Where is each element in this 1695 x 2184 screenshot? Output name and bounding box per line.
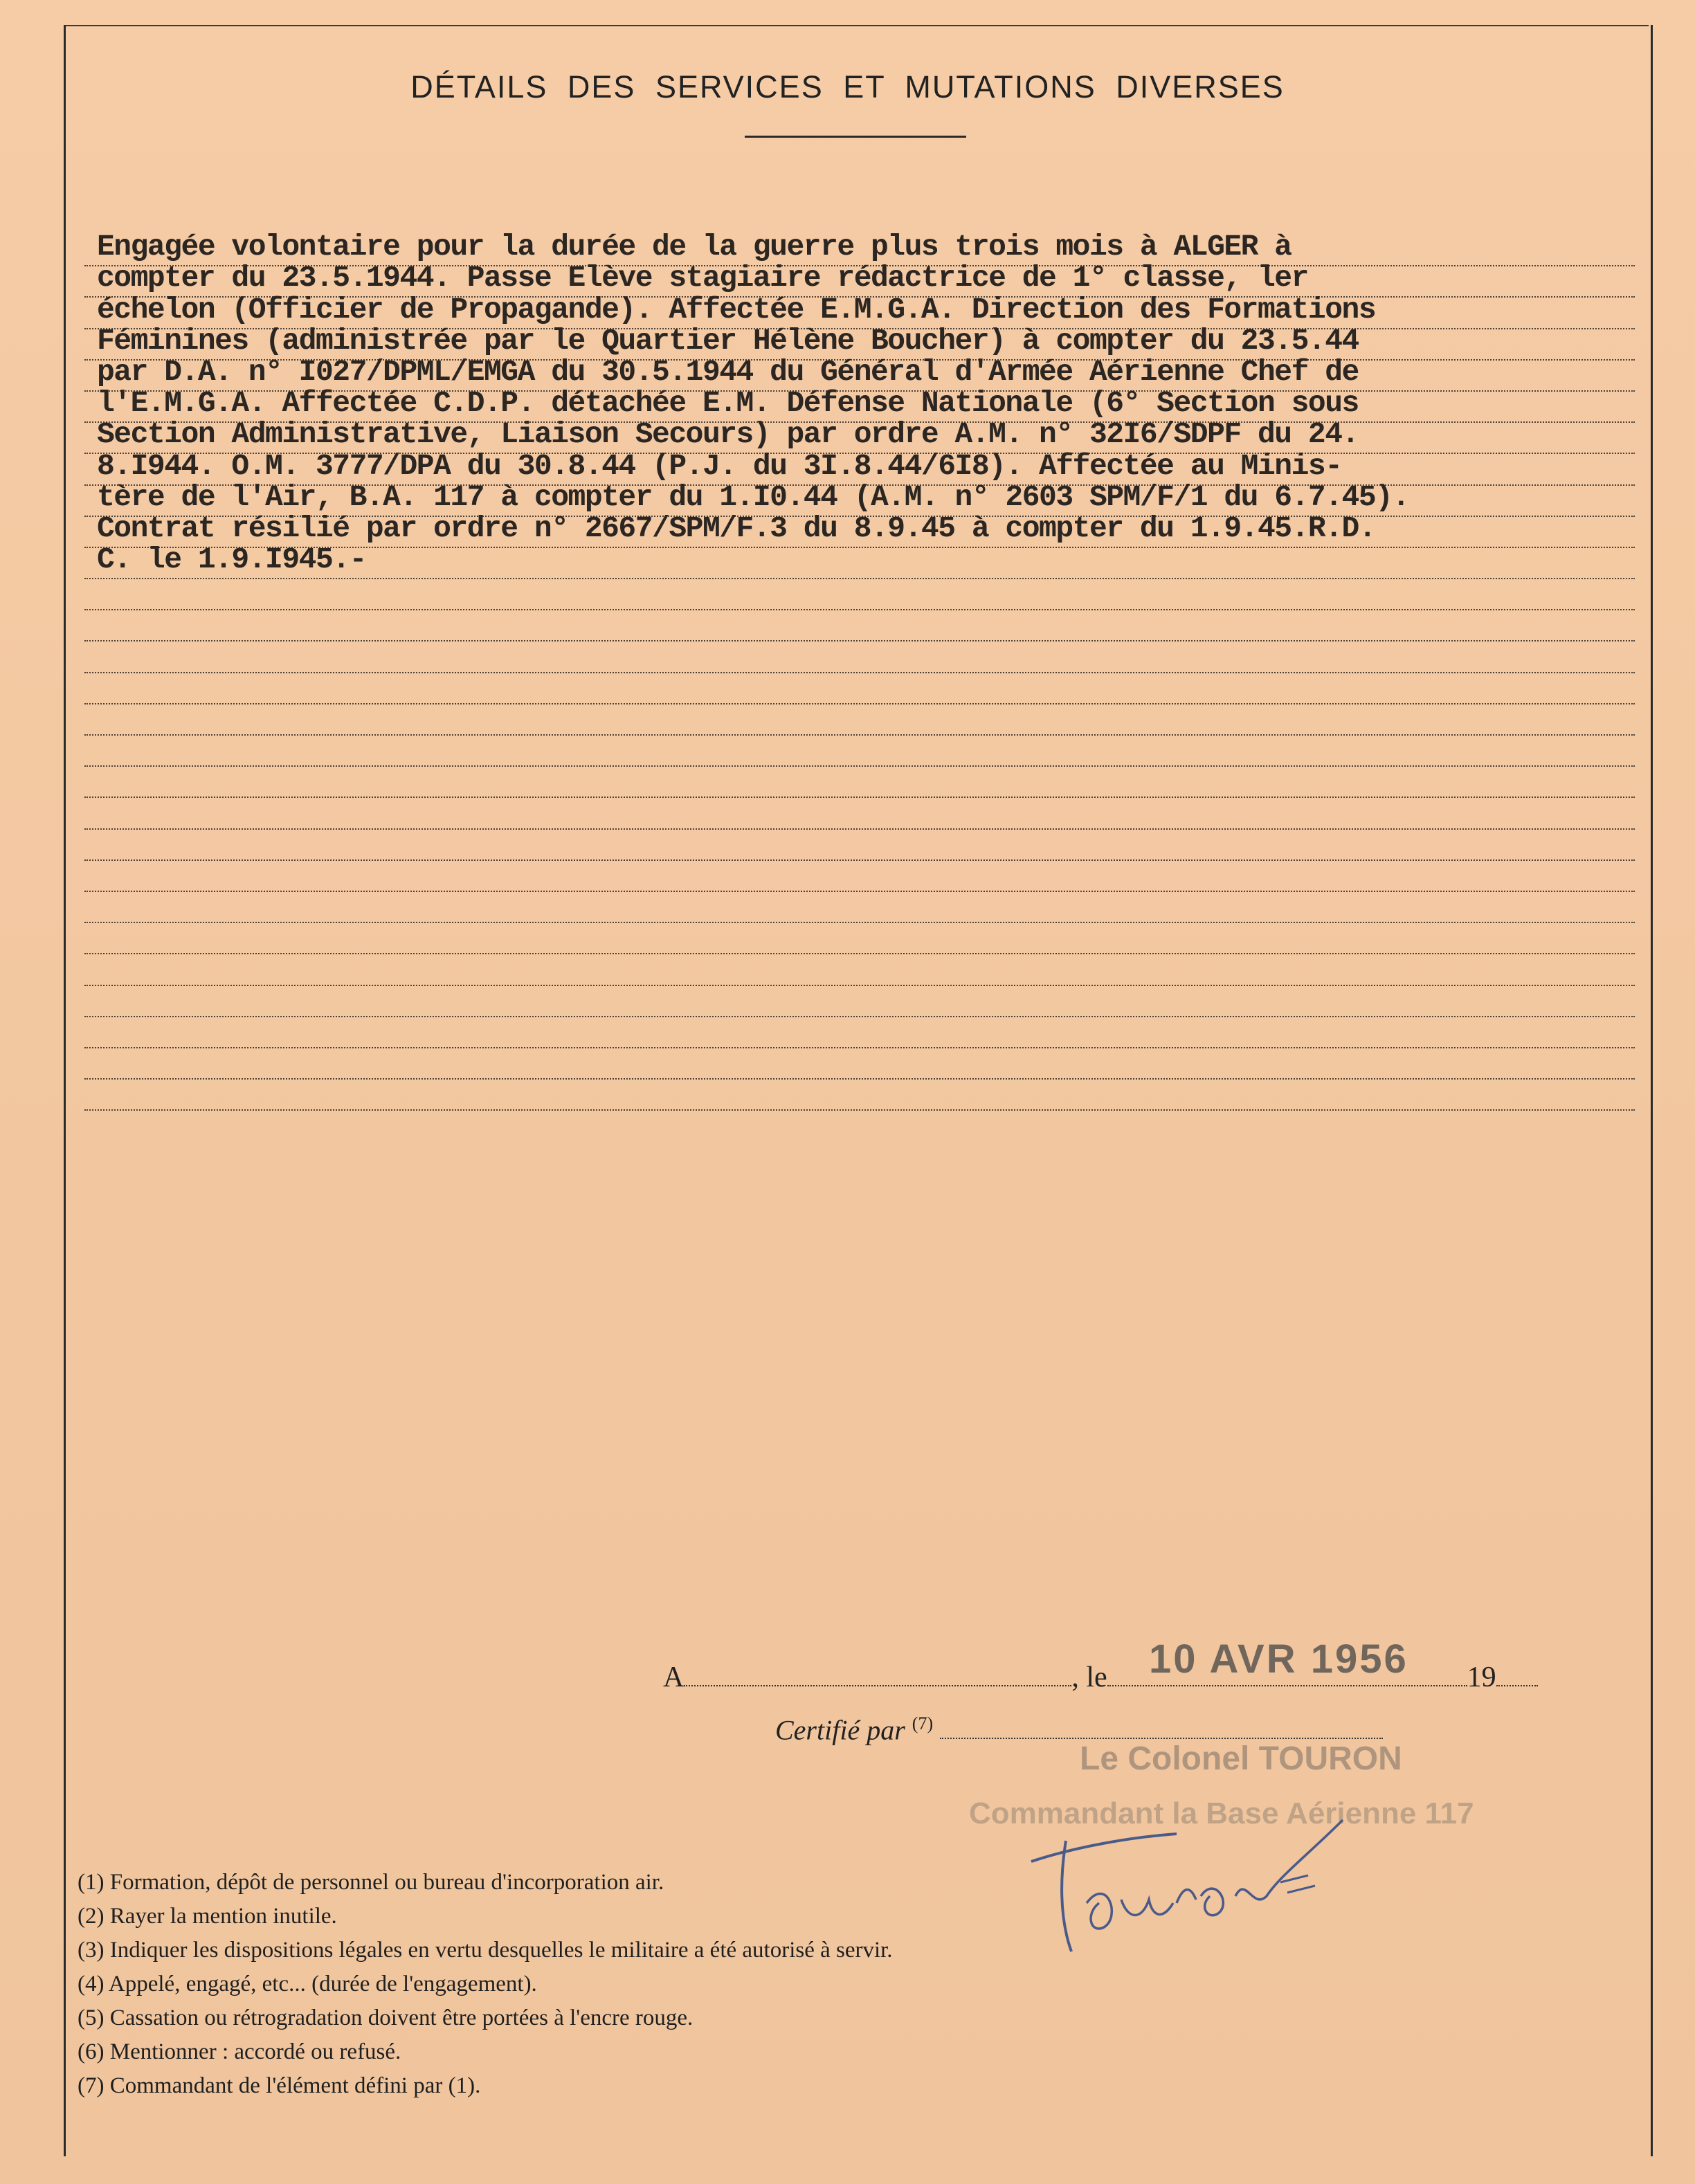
year-label: 19	[1467, 1662, 1496, 1693]
blank-line	[84, 954, 1635, 985]
blank-line	[84, 1048, 1635, 1080]
certified-label: Certifié par	[775, 1714, 905, 1746]
blank-line	[84, 1017, 1635, 1048]
entry-text: Féminines (administrée par le Quartier Hélène Boucher) à compter du 23.5.44	[97, 323, 1359, 358]
title-underline	[745, 136, 966, 138]
entry-text: C. le 1.9.I945.-	[97, 543, 366, 577]
footnote: (7) Commandant de l'élément défini par (1).	[78, 2073, 481, 2098]
blank-line	[84, 892, 1635, 923]
entry-text: compter du 23.5.1944. Passe Elève stagiaire rédactrice de 1° classe, ler	[97, 261, 1308, 295]
blank-line	[84, 830, 1635, 861]
blank-line	[84, 704, 1635, 736]
footnotes	[78, 1866, 893, 2103]
blank-line	[84, 610, 1635, 641]
footnote: (6) Mentionner : accordé ou refusé.	[78, 2039, 401, 2064]
footnote: (1) Formation, dépôt de personnel ou bureau d'incorporation air.	[78, 1870, 664, 1895]
entry-text: Section Administrative, Liaison Secours) par ordre A.M. n° 32I6/SDPF du 24.	[97, 417, 1359, 452]
command-stamp: Commandant la Base Aérienne 117	[969, 1796, 1474, 1830]
blank-line	[84, 673, 1635, 704]
place-label: A	[663, 1662, 685, 1693]
entry-text: 8.I944. O.M. 3777/DPA du 30.8.44 (P.J. du 3I.8.44/6I8). Affectée au Minis-	[97, 448, 1342, 483]
year-field	[1496, 1664, 1538, 1686]
entry-text: Engagée volontaire pour la durée de la guerre plus trois mois à ALGER à	[97, 230, 1291, 264]
blank-line	[84, 767, 1635, 798]
certified-field	[940, 1717, 1383, 1739]
footnote: (2) Rayer la mention inutile.	[78, 1904, 337, 1929]
blank-line	[84, 986, 1635, 1017]
blank-line	[84, 923, 1635, 954]
footnote: (3) Indiquer les dispositions légales en vertu desquelles le militaire a été autorisé à servir.	[78, 1938, 893, 1963]
entry-text: l'E.M.G.A. Affectée C.D.P. détachée E.M. Défense Nationale (6° Section sous	[97, 386, 1359, 421]
blank-line	[84, 861, 1635, 892]
ruled-entry-area	[84, 230, 1635, 1111]
blank-line	[84, 641, 1635, 673]
blank-line	[84, 579, 1635, 610]
page-title: DÉTAILS DES SERVICES ET MUTATIONS DIVERSES	[410, 69, 1285, 104]
blank-line	[84, 1080, 1635, 1111]
entry-line	[84, 543, 1635, 579]
entry-text: tère de l'Air, B.A. 117 à compter du 1.I0.44 (A.M. n° 2603 SPM/F/1 du 6.7.45).	[97, 480, 1409, 514]
place-field	[684, 1664, 1071, 1686]
footnote: (4) Appelé, engagé, etc... (durée de l'engagement).	[78, 1972, 537, 1996]
entry-text: par D.A. n° I027/DPML/EMGA du 30.5.1944 du Général d'Armée Aérienne Chef de	[97, 354, 1359, 389]
certified-ref: (7)	[912, 1713, 934, 1733]
signature	[1017, 1772, 1377, 1965]
colonel-stamp: Le Colonel TOURON	[1080, 1740, 1402, 1777]
footnote: (5) Cassation ou rétrogradation doivent être portées à l'encre rouge.	[78, 2005, 694, 2030]
date-label: , le	[1071, 1662, 1107, 1693]
date-stamp: 10 AVR 1956	[1149, 1637, 1408, 1682]
entry-text: Contrat résilié par ordre n° 2667/SPM/F.3 du 8.9.45 à compter du 1.9.45.R.D.	[97, 511, 1376, 545]
entry-text: échelon (Officier de Propagande). Affectée E.M.G.A. Direction des Formations	[97, 292, 1376, 327]
blank-line	[84, 798, 1635, 829]
blank-line	[84, 736, 1635, 767]
